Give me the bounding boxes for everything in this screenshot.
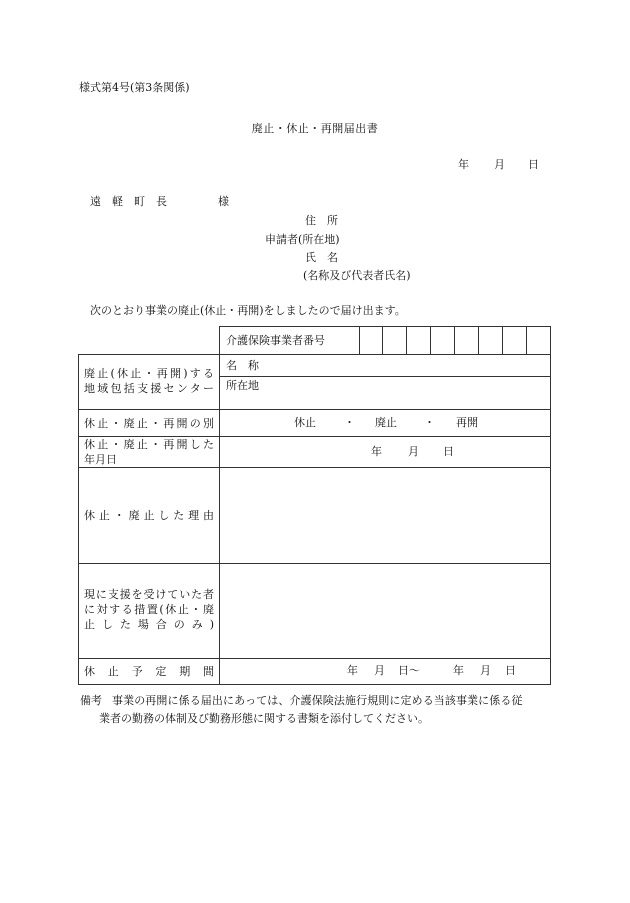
provider-number-digit-2[interactable] [383,327,405,354]
note-label: 備考 [80,694,102,707]
type-label: 休止・廃止・再開の別 [84,417,214,430]
center-location-label: 所在地 [226,379,259,392]
event-date-label [84,437,214,467]
rule [78,409,551,410]
center-label-line-1: 廃止(休止・再開)する [84,367,214,380]
rule [550,326,551,685]
measures-label-line-1: 現に支援を受けていた者 [84,588,214,601]
period-end-month: 月 [480,664,491,677]
applicant-name-note: (名称及び代表者氏名) [303,269,411,282]
rule [78,467,551,468]
rule [78,563,551,564]
reason-label: 休止・廃止した理由 [84,509,214,522]
event-date-year: 年 [371,445,382,458]
provider-number-digit-6[interactable] [479,327,501,354]
provider-number-digit-5[interactable] [455,327,477,354]
date-year-label: 年 [458,158,469,171]
period-end-year: 年 [453,664,464,677]
applicant-label: 申請者(所在地) [265,233,340,246]
period-label: 休止予定期間 [84,665,214,678]
measures-field[interactable] [221,565,549,657]
rule [78,354,79,685]
reason-field[interactable] [221,469,549,562]
center-name-field[interactable] [298,356,548,375]
provider-number-digit-1[interactable] [360,327,382,354]
provider-number-digit-4[interactable] [431,327,453,354]
type-option-suspend[interactable]: 休止 [294,416,316,429]
type-separator: ・ [344,416,355,429]
form-table [78,326,551,685]
note-text-line-2: 業者の勤務の体制及び勤務形態に関する書類を添付してください。 [99,712,429,725]
event-date-day: 日 [443,445,454,458]
page-title: 廃止・休止・再開届出書 [251,122,379,135]
provider-number-digit-3[interactable] [407,327,429,354]
event-date-label-line-1: 休止・廃止・再開した [84,438,214,451]
center-label-line-2: 地域包括支援センター [84,382,214,395]
note-text-line-1: 事業の再開に係る届出にあっては、介護保険法施行規則に定める当該事業に係る従 [112,694,523,707]
center-name-label: 名 称 [226,359,259,372]
addressee-name: 遠 軽 町 長 [90,195,167,208]
type-option-resume[interactable]: 再開 [456,416,478,429]
measures-label [84,587,214,632]
event-date-label-line-2: 年月日 [84,453,117,466]
period-start-month: 月 [374,664,385,677]
form-number: 様式第4号(第3条関係) [79,81,190,94]
intro-text: 次のとおり事業の廃止(休止・再開)をしましたので届け出ます。 [90,304,406,317]
applicant-name-label: 氏 名 [305,251,338,264]
provider-number-label: 介護保険事業者番号 [226,334,325,347]
center-label [84,366,214,396]
type-separator: ・ [424,416,435,429]
rule [78,658,551,659]
period-start-year: 年 [347,664,358,677]
provider-number-digit-8[interactable] [527,327,549,354]
event-date-month: 月 [408,445,419,458]
center-location-field[interactable] [278,378,548,408]
rule [78,684,551,685]
date-month-label: 月 [494,158,505,171]
type-option-abolish[interactable]: 廃止 [375,416,397,429]
date-day-label: 日 [528,158,539,171]
rule [219,326,220,685]
addressee-honorific: 様 [218,195,229,208]
measures-label-line-2: に対する措置(休止・廃 [84,603,214,616]
period-start-day: 日〜 [398,664,420,677]
provider-number-digit-7[interactable] [503,327,525,354]
rule [78,354,551,355]
measures-label-line-3: 止した場合のみ) [84,618,214,631]
rule [219,376,551,377]
period-end-day: 日 [505,664,516,677]
applicant-address-label: 住 所 [305,214,338,227]
